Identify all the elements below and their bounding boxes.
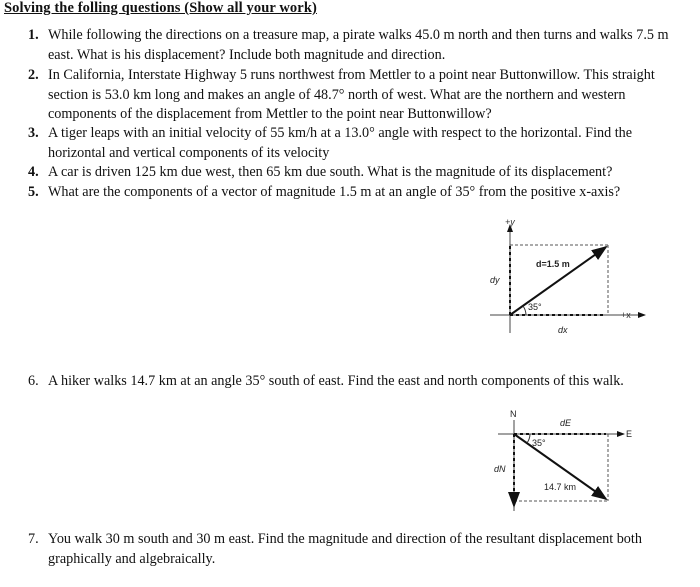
dy-label: dy	[490, 275, 500, 285]
east-label: E	[626, 429, 633, 439]
question-4	[28, 163, 683, 183]
angle-label: 35°	[528, 302, 542, 312]
question-number: 3.	[28, 125, 39, 141]
question-7	[28, 530, 683, 569]
north-label: N	[510, 409, 517, 419]
vector-label: d=1.5 m	[536, 259, 570, 269]
de-label: dE	[560, 418, 572, 428]
question-number: 2.	[28, 67, 39, 83]
question-number: 7.	[28, 531, 39, 547]
question-number: 4.	[28, 164, 39, 180]
question-text: A car is driven 125 km due west, then 65 km due south. What is the magnitude of its displacement?	[48, 164, 613, 180]
dn-label: dN	[494, 464, 506, 474]
question-6	[28, 372, 683, 392]
question-number: 5.	[28, 184, 39, 200]
question-number: 1.	[28, 27, 39, 43]
question-text: While following the directions on a treasure map, a pirate walks 45.0 m north and then turns and walks 7.5 m east. What is his displacement? Include both magnitude and direction.	[48, 27, 669, 63]
x-axis-label: +x	[621, 310, 631, 320]
question-text: What are the components of a vector of magnitude 1.5 m at an angle of 35° from the positive x-axis?	[48, 184, 621, 200]
question-2	[28, 66, 683, 125]
question-3	[28, 124, 683, 163]
question-text: You walk 30 m south and 30 m east. Find the magnitude and direction of the resultant displacement both graphically and algebraically.	[48, 531, 642, 567]
question-text: A tiger leaps with an initial velocity of 55 km/h at a 13.0° angle with respect to the horizontal. Find the horizontal and vertical components of its velocity	[48, 125, 633, 161]
angle-label: 35°	[532, 438, 546, 448]
question-5	[28, 183, 683, 203]
page-title: Solving the folling questions (Show all your work)	[4, 0, 317, 16]
vector-diagram-1	[470, 215, 660, 340]
question-text: A hiker walks 14.7 km at an angle 35° south of east. Find the east and north components of this walk.	[48, 373, 624, 389]
question-number: 6.	[28, 373, 39, 389]
dx-label: dx	[558, 325, 568, 335]
angle-arc	[527, 434, 530, 443]
vector-d	[510, 247, 606, 315]
question-1	[28, 26, 683, 65]
angle-arc	[523, 306, 526, 315]
vector-diagram-2	[486, 406, 646, 521]
y-axis-label: +y	[505, 217, 515, 227]
question-text: In California, Interstate Highway 5 runs northwest from Mettler to a point near Buttonwillow. This straight section is 53.0 km long and makes an angle of 48.7° north of west. What are the northern and western components of the displacement from Mettler to the point near Buttonwillow?	[48, 67, 655, 123]
vector-label: 14.7 km	[544, 482, 577, 492]
